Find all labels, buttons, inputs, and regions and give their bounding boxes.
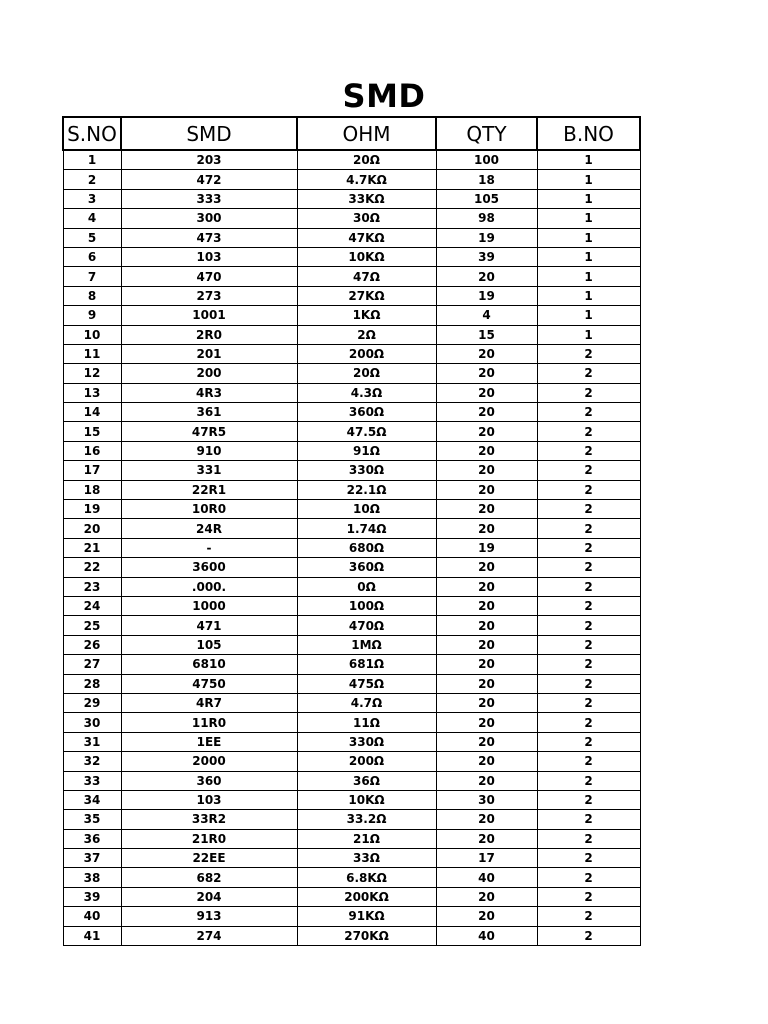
cell-sno: 29: [63, 693, 121, 712]
cell-sno: 23: [63, 577, 121, 596]
cell-qty: 20: [436, 558, 537, 577]
cell-sno: 35: [63, 810, 121, 829]
table-row: [63, 480, 640, 499]
cell-qty: 40: [436, 926, 537, 945]
cell-qty: 20: [436, 480, 537, 499]
table-row: [63, 209, 640, 228]
cell-qty: 19: [436, 538, 537, 557]
cell-ohm: 27KΩ: [297, 286, 436, 305]
smd-table: [62, 116, 641, 946]
cell-smd-code: 203: [121, 150, 297, 170]
cell-sno: 10: [63, 325, 121, 344]
cell-ohm: 270KΩ: [297, 926, 436, 945]
cell-sno: 24: [63, 596, 121, 615]
table-row: [63, 519, 640, 538]
cell-qty: 20: [436, 829, 537, 848]
cell-sno: 14: [63, 403, 121, 422]
cell-sno: 15: [63, 422, 121, 441]
cell-ohm: 4.7Ω: [297, 693, 436, 712]
table-row: [63, 364, 640, 383]
table-row: [63, 577, 640, 596]
cell-smd-code: 1001: [121, 306, 297, 325]
table-row: [63, 732, 640, 751]
cell-qty: 20: [436, 752, 537, 771]
cell-smd-code: 10R0: [121, 500, 297, 519]
table-row: [63, 170, 640, 189]
table-row: [63, 441, 640, 460]
cell-smd-code: -: [121, 538, 297, 557]
cell-ohm: 200KΩ: [297, 887, 436, 906]
cell-smd-code: 274: [121, 926, 297, 945]
table-row: [63, 306, 640, 325]
cell-smd-code: 360: [121, 771, 297, 790]
cell-qty: 20: [436, 693, 537, 712]
cell-sno: 33: [63, 771, 121, 790]
cell-sno: 39: [63, 887, 121, 906]
cell-ohm: 1.74Ω: [297, 519, 436, 538]
table-row: [63, 635, 640, 654]
cell-bno: 2: [537, 596, 640, 615]
cell-qty: 20: [436, 500, 537, 519]
cell-smd-code: 4R7: [121, 693, 297, 712]
cell-bno: 2: [537, 907, 640, 926]
table-row: [63, 693, 640, 712]
cell-bno: 2: [537, 790, 640, 809]
cell-sno: 5: [63, 228, 121, 247]
cell-qty: 20: [436, 616, 537, 635]
cell-sno: 19: [63, 500, 121, 519]
cell-bno: 2: [537, 732, 640, 751]
cell-bno: 2: [537, 616, 640, 635]
cell-bno: 2: [537, 868, 640, 887]
cell-qty: 20: [436, 810, 537, 829]
table-row: [63, 500, 640, 519]
cell-smd-code: 472: [121, 170, 297, 189]
cell-smd-code: 331: [121, 461, 297, 480]
cell-ohm: 11Ω: [297, 713, 436, 732]
table-row: [63, 403, 640, 422]
cell-bno: 1: [537, 267, 640, 286]
cell-qty: 40: [436, 868, 537, 887]
cell-bno: 1: [537, 286, 640, 305]
cell-sno: 22: [63, 558, 121, 577]
cell-sno: 13: [63, 383, 121, 402]
cell-sno: 1: [63, 150, 121, 170]
cell-smd-code: 103: [121, 790, 297, 809]
table-row: [63, 907, 640, 926]
cell-ohm: 47Ω: [297, 267, 436, 286]
cell-smd-code: 2000: [121, 752, 297, 771]
cell-sno: 8: [63, 286, 121, 305]
table-row: [63, 674, 640, 693]
table-header: [63, 117, 640, 150]
cell-ohm: 1MΩ: [297, 635, 436, 654]
table-row: [63, 713, 640, 732]
column-header-ohm: OHM: [297, 117, 436, 150]
cell-sno: 7: [63, 267, 121, 286]
cell-sno: 16: [63, 441, 121, 460]
table-body: [63, 150, 640, 946]
cell-qty: 19: [436, 286, 537, 305]
cell-smd-code: 47R5: [121, 422, 297, 441]
cell-qty: 30: [436, 790, 537, 809]
cell-bno: 1: [537, 170, 640, 189]
cell-smd-code: 204: [121, 887, 297, 906]
cell-qty: 20: [436, 674, 537, 693]
cell-ohm: 200Ω: [297, 344, 436, 363]
cell-bno: 2: [537, 829, 640, 848]
cell-ohm: 20Ω: [297, 364, 436, 383]
cell-sno: 36: [63, 829, 121, 848]
cell-smd-code: 11R0: [121, 713, 297, 732]
cell-ohm: 21Ω: [297, 829, 436, 848]
cell-sno: 17: [63, 461, 121, 480]
cell-bno: 1: [537, 189, 640, 208]
cell-sno: 41: [63, 926, 121, 945]
cell-qty: 20: [436, 422, 537, 441]
cell-ohm: 330Ω: [297, 732, 436, 751]
cell-sno: 11: [63, 344, 121, 363]
table-row: [63, 616, 640, 635]
cell-bno: 1: [537, 306, 640, 325]
table-row: [63, 655, 640, 674]
cell-smd-code: 24R: [121, 519, 297, 538]
cell-smd-code: 103: [121, 247, 297, 266]
cell-bno: 2: [537, 810, 640, 829]
cell-smd-code: 22EE: [121, 849, 297, 868]
cell-qty: 20: [436, 596, 537, 615]
cell-qty: 20: [436, 441, 537, 460]
cell-qty: 20: [436, 907, 537, 926]
cell-ohm: 360Ω: [297, 403, 436, 422]
cell-bno: 2: [537, 403, 640, 422]
cell-smd-code: 1000: [121, 596, 297, 615]
table-row: [63, 887, 640, 906]
table-row: [63, 228, 640, 247]
table-row: [63, 596, 640, 615]
cell-bno: 1: [537, 150, 640, 170]
cell-ohm: 10Ω: [297, 500, 436, 519]
cell-sno: 40: [63, 907, 121, 926]
cell-smd-code: 273: [121, 286, 297, 305]
cell-smd-code: 473: [121, 228, 297, 247]
cell-ohm: 33Ω: [297, 849, 436, 868]
cell-qty: 19: [436, 228, 537, 247]
cell-qty: 20: [436, 461, 537, 480]
cell-ohm: 91Ω: [297, 441, 436, 460]
cell-bno: 1: [537, 247, 640, 266]
cell-bno: 2: [537, 461, 640, 480]
cell-bno: 2: [537, 364, 640, 383]
cell-bno: 2: [537, 674, 640, 693]
table-row: [63, 267, 640, 286]
cell-sno: 18: [63, 480, 121, 499]
table-row: [63, 325, 640, 344]
header-row: [63, 117, 640, 150]
cell-ohm: 33.2Ω: [297, 810, 436, 829]
cell-bno: 2: [537, 383, 640, 402]
cell-sno: 31: [63, 732, 121, 751]
cell-smd-code: 200: [121, 364, 297, 383]
cell-bno: 2: [537, 926, 640, 945]
cell-sno: 2: [63, 170, 121, 189]
cell-qty: 20: [436, 267, 537, 286]
table-row: [63, 383, 640, 402]
table-row: [63, 422, 640, 441]
cell-sno: 28: [63, 674, 121, 693]
cell-qty: 20: [436, 383, 537, 402]
cell-ohm: 4.3Ω: [297, 383, 436, 402]
cell-bno: 1: [537, 228, 640, 247]
cell-bno: 2: [537, 693, 640, 712]
cell-ohm: 20Ω: [297, 150, 436, 170]
table-row: [63, 810, 640, 829]
table-row: [63, 189, 640, 208]
cell-sno: 27: [63, 655, 121, 674]
cell-smd-code: 105: [121, 635, 297, 654]
cell-smd-code: 913: [121, 907, 297, 926]
cell-ohm: 1KΩ: [297, 306, 436, 325]
cell-qty: 105: [436, 189, 537, 208]
cell-smd-code: 4R3: [121, 383, 297, 402]
table-row: [63, 868, 640, 887]
cell-qty: 20: [436, 887, 537, 906]
cell-ohm: 6.8KΩ: [297, 868, 436, 887]
cell-sno: 9: [63, 306, 121, 325]
cell-qty: 98: [436, 209, 537, 228]
cell-ohm: 681Ω: [297, 655, 436, 674]
cell-qty: 20: [436, 635, 537, 654]
cell-ohm: 0Ω: [297, 577, 436, 596]
cell-qty: 20: [436, 655, 537, 674]
cell-qty: 20: [436, 713, 537, 732]
cell-bno: 2: [537, 480, 640, 499]
cell-bno: 2: [537, 752, 640, 771]
cell-smd-code: 6810: [121, 655, 297, 674]
cell-ohm: 475Ω: [297, 674, 436, 693]
cell-sno: 3: [63, 189, 121, 208]
table-row: [63, 926, 640, 945]
cell-smd-code: 21R0: [121, 829, 297, 848]
cell-qty: 17: [436, 849, 537, 868]
cell-sno: 38: [63, 868, 121, 887]
table-row: [63, 344, 640, 363]
cell-ohm: 680Ω: [297, 538, 436, 557]
table-row: [63, 771, 640, 790]
cell-bno: 2: [537, 771, 640, 790]
cell-smd-code: 471: [121, 616, 297, 635]
cell-qty: 20: [436, 344, 537, 363]
cell-qty: 20: [436, 577, 537, 596]
table-row: [63, 790, 640, 809]
cell-sno: 32: [63, 752, 121, 771]
cell-ohm: 2Ω: [297, 325, 436, 344]
cell-ohm: 330Ω: [297, 461, 436, 480]
cell-ohm: 470Ω: [297, 616, 436, 635]
cell-smd-code: 333: [121, 189, 297, 208]
cell-qty: 20: [436, 364, 537, 383]
cell-smd-code: 470: [121, 267, 297, 286]
table-row: [63, 829, 640, 848]
cell-smd-code: 33R2: [121, 810, 297, 829]
cell-bno: 2: [537, 519, 640, 538]
cell-sno: 12: [63, 364, 121, 383]
table-row: [63, 752, 640, 771]
cell-smd-code: 4750: [121, 674, 297, 693]
table-row: [63, 538, 640, 557]
cell-smd-code: 300: [121, 209, 297, 228]
cell-bno: 2: [537, 887, 640, 906]
cell-smd-code: 2R0: [121, 325, 297, 344]
cell-qty: 39: [436, 247, 537, 266]
cell-bno: 2: [537, 558, 640, 577]
cell-bno: 2: [537, 500, 640, 519]
cell-sno: 34: [63, 790, 121, 809]
cell-ohm: 47.5Ω: [297, 422, 436, 441]
cell-ohm: 10KΩ: [297, 790, 436, 809]
table-row: [63, 286, 640, 305]
cell-qty: 100: [436, 150, 537, 170]
cell-bno: 2: [537, 577, 640, 596]
column-header-sno: S.NO: [63, 117, 121, 150]
cell-ohm: 10KΩ: [297, 247, 436, 266]
table-row: [63, 849, 640, 868]
column-header-smd: SMD: [121, 117, 297, 150]
cell-ohm: 30Ω: [297, 209, 436, 228]
cell-smd-code: 3600: [121, 558, 297, 577]
cell-ohm: 22.1Ω: [297, 480, 436, 499]
cell-sno: 26: [63, 635, 121, 654]
cell-smd-code: .000.: [121, 577, 297, 596]
cell-sno: 20: [63, 519, 121, 538]
cell-bno: 2: [537, 635, 640, 654]
cell-smd-code: 682: [121, 868, 297, 887]
cell-ohm: 36Ω: [297, 771, 436, 790]
cell-qty: 15: [436, 325, 537, 344]
cell-qty: 18: [436, 170, 537, 189]
cell-ohm: 360Ω: [297, 558, 436, 577]
column-header-bno: B.NO: [537, 117, 640, 150]
cell-bno: 2: [537, 713, 640, 732]
cell-qty: 20: [436, 519, 537, 538]
table-row: [63, 150, 640, 170]
cell-bno: 2: [537, 849, 640, 868]
cell-smd-code: 22R1: [121, 480, 297, 499]
cell-sno: 37: [63, 849, 121, 868]
cell-ohm: 91KΩ: [297, 907, 436, 926]
cell-ohm: 47KΩ: [297, 228, 436, 247]
cell-bno: 2: [537, 344, 640, 363]
cell-sno: 21: [63, 538, 121, 557]
table-row: [63, 247, 640, 266]
cell-ohm: 33KΩ: [297, 189, 436, 208]
cell-bno: 1: [537, 325, 640, 344]
cell-qty: 20: [436, 403, 537, 422]
table-row: [63, 558, 640, 577]
cell-qty: 4: [436, 306, 537, 325]
cell-bno: 2: [537, 538, 640, 557]
cell-smd-code: 361: [121, 403, 297, 422]
cell-smd-code: 910: [121, 441, 297, 460]
cell-bno: 2: [537, 422, 640, 441]
cell-sno: 25: [63, 616, 121, 635]
cell-qty: 20: [436, 732, 537, 751]
table-row: [63, 461, 640, 480]
cell-ohm: 4.7KΩ: [297, 170, 436, 189]
cell-qty: 20: [436, 771, 537, 790]
cell-sno: 30: [63, 713, 121, 732]
cell-sno: 4: [63, 209, 121, 228]
cell-ohm: 200Ω: [297, 752, 436, 771]
cell-smd-code: 1EE: [121, 732, 297, 751]
cell-bno: 1: [537, 209, 640, 228]
cell-bno: 2: [537, 655, 640, 674]
column-header-qty: QTY: [436, 117, 537, 150]
page-title: SMD: [342, 77, 426, 115]
cell-sno: 6: [63, 247, 121, 266]
cell-bno: 2: [537, 441, 640, 460]
cell-ohm: 100Ω: [297, 596, 436, 615]
cell-smd-code: 201: [121, 344, 297, 363]
